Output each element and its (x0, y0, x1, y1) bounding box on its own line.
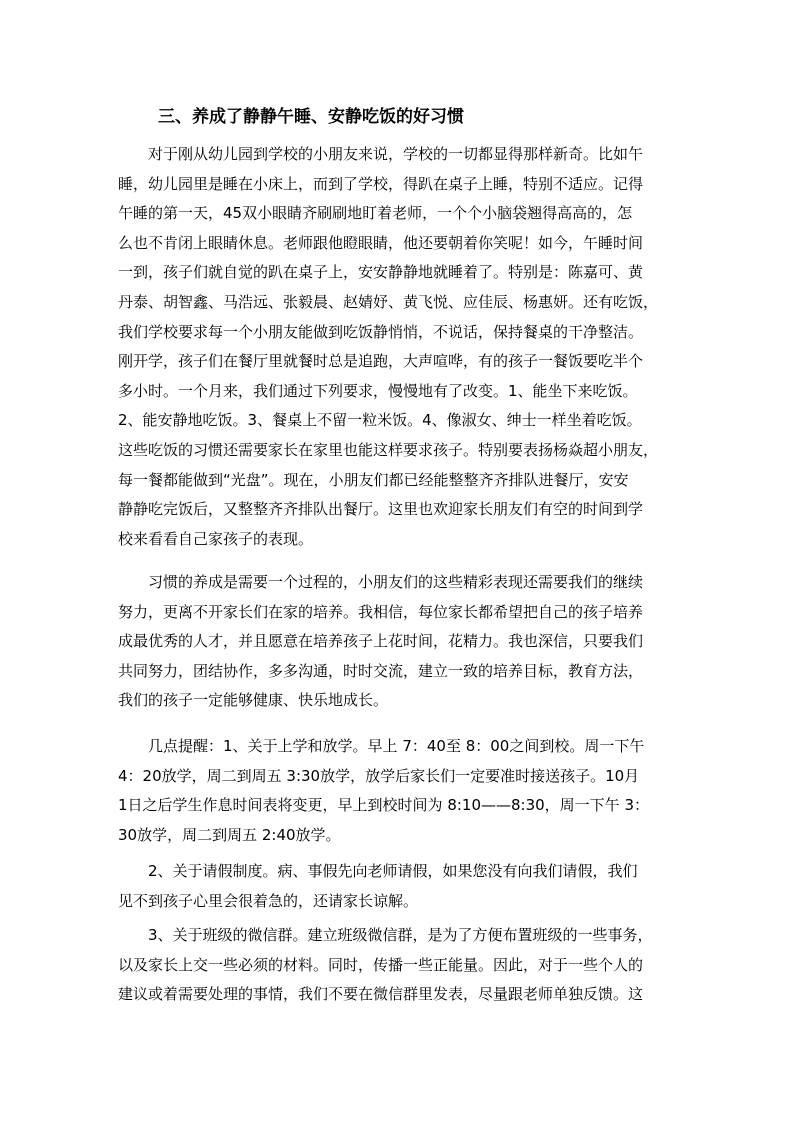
text-line: 多小时。一个月来，我们通过下列要求，慢慢地有了改变。1、能坐下来吃饭。 (118, 381, 638, 400)
text-line: 30放学，周二到周五 2:40放学。 (118, 825, 341, 844)
text-line: 2、关于请假制度。病、事假先向老师请假，如果您没有向我们请假，我们 (148, 862, 638, 880)
text-line: 对于刚从幼儿园到学校的小朋友来说，学校的一切都显得那样新奇。比如午 (148, 145, 644, 163)
paragraph-habits (118, 568, 681, 716)
text-line: 校来看看自己家孩子的表现。 (118, 529, 314, 548)
text-line: 一到，孩子们就自觉的趴在桌子上，安安静静地就睡着了。特别是：陈嘉可、黄 (118, 263, 644, 282)
text-line: 几点提醒：1、关于上学和放学。早上 7：40至 8：00之间到校。周一下午 (148, 737, 645, 755)
text-line: 1日之后学生作息时间表将变更，早上到校时间为 8:10——8:30，周一下午 3： (118, 796, 649, 815)
text-line: 习惯的养成是需要一个过程的，小朋友们的这些精彩表现还需要我们的继续 (148, 573, 644, 591)
text-line: 4：20放学，周二到周五 3:30放学，放学后家长们一定要准时接送孩子。10月 (118, 766, 640, 785)
text-line: 2、能安静地吃饭。3、餐桌上不留一粒米饭。4、像淑女、绅士一样坐着吃饭。 (118, 411, 642, 430)
text-line: 我们学校要求每一个小朋友能做到吃饭静悄悄，不说话，保持餐桌的干净整洁。 (118, 322, 644, 341)
text-line: 努力，更离不开家长们在家的培养。我相信，每位家长都希望把自己的孩子培养 (118, 602, 644, 621)
text-line: 我们的孩子一定能够健康、快乐地成长。 (118, 691, 389, 710)
text-line: 3、关于班级的微信群。建立班级微信群，是为了方便布置班级的一些事务， (148, 926, 653, 944)
text-line: 共同努力，团结协作，多多沟通，时时交流，建立一致的培养目标，教育方法， (118, 661, 644, 680)
text-line: 午睡的第一天，45双小眼睛齐刷刷地盯着老师，一个个小脑袋翘得高高的，怎 (118, 204, 633, 223)
text-line: 成最优秀的人才，并且愿意在培养孩子上花时间，花精力。我也深信，只要我们 (118, 632, 644, 651)
section-heading: 三、养成了静静午睡、安静吃饭的好习惯 (158, 107, 464, 127)
text-line: 静静吃完饭后，又整整齐齐排队出餐厅。这里也欢迎家长朋友们有空的时间到学 (118, 500, 644, 519)
paragraph-leave-policy (118, 857, 681, 916)
paragraph-wechat-group (118, 921, 681, 1010)
text-line: 这些吃饭的习惯还需要家长在家里也能这样要求孩子。特别要表扬杨焱超小朋友， (118, 440, 659, 459)
text-line: 丹泰、胡智鑫、马浩远、张毅晨、赵婧妤、黄飞悦、应佳辰、杨惠妍。还有吃饭， (118, 292, 659, 311)
paragraph-reminders (118, 732, 681, 850)
text-line: 刚开学，孩子们在餐厅里就餐时总是追跑，大声喧哗，有的孩子一餐饭要吃半个 (118, 352, 644, 371)
text-line: 建议或着需要处理的事情，我们不要在微信群里发表，尽量跟老师单独反馈。这 (118, 985, 644, 1004)
paragraph-meals-naps (118, 140, 681, 554)
text-line: 以及家长上交一些必须的材料。同时，传播一些正能量。因此，对于一些个人的 (118, 955, 644, 974)
text-line: 见不到孩子心里会很着急的，还请家长谅解。 (118, 891, 419, 910)
text-line: 睡，幼儿园里是睡在小床上，而到了学校，得趴在桌子上睡，特别不适应。记得 (118, 174, 644, 193)
text-line: 每一餐都能做到“光盘”。现在，小朋友们都已经能整整齐齐排队进餐厅，安安 (118, 470, 629, 489)
text-line: 么也不肯闭上眼睛休息。老师跟他瞪眼睛，他还要朝着你笑呢！如今，午睡时间 (118, 233, 644, 252)
